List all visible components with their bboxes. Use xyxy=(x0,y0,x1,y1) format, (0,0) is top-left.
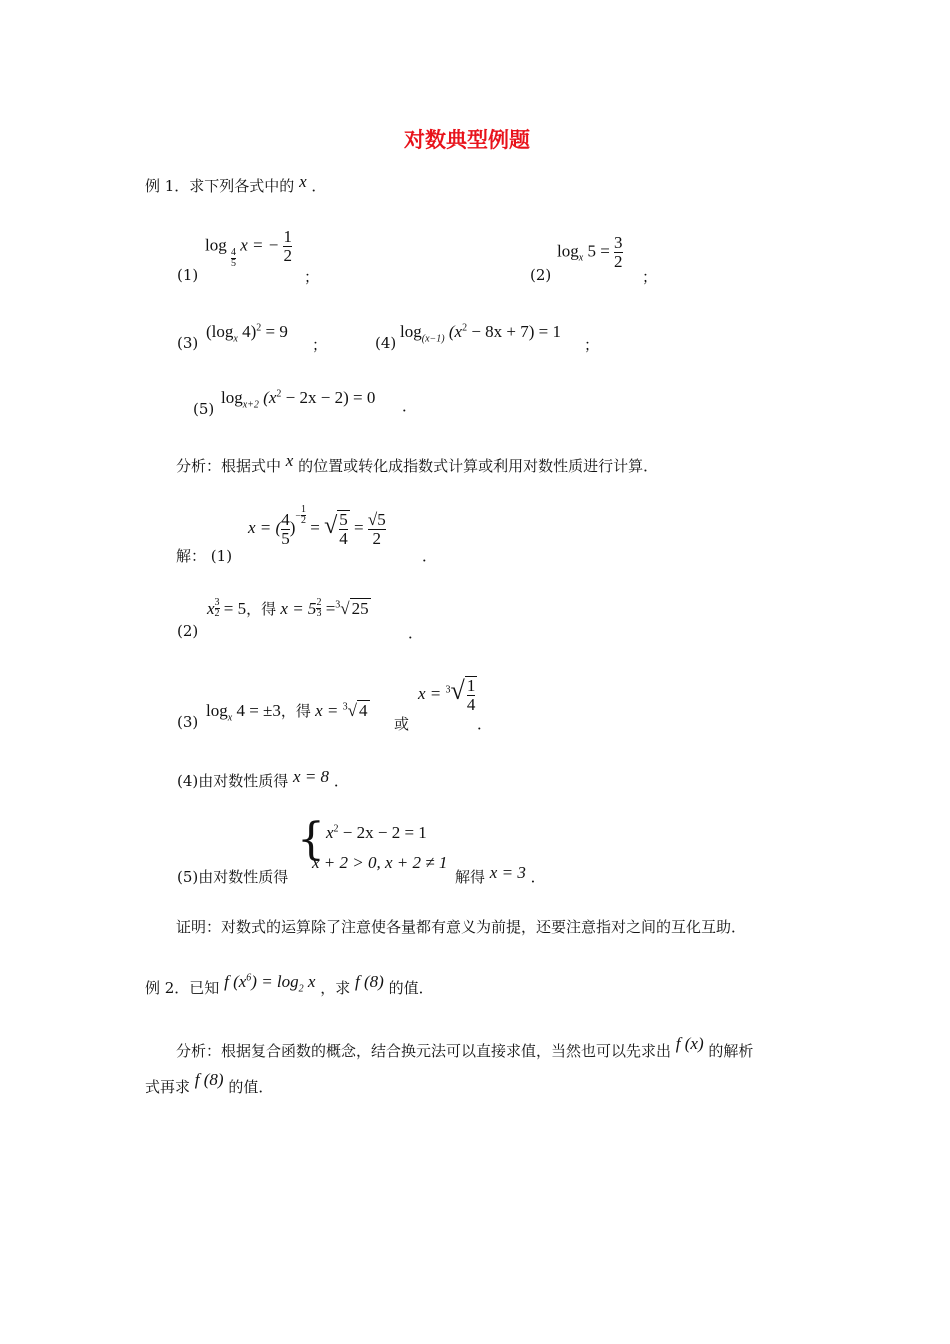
s3-rad: 4 xyxy=(359,701,368,720)
s1-exp xyxy=(301,505,306,526)
analysis-2-line2-post: 的值． xyxy=(228,1078,274,1096)
s1-exp-den: 2 xyxy=(301,515,306,526)
s2-fn: 2 xyxy=(316,597,322,608)
analysis-2-f8: f (8) xyxy=(194,1070,224,1089)
exponent: 2 xyxy=(276,388,282,400)
s1-eq: = xyxy=(310,518,320,537)
variable-x: x xyxy=(299,172,307,191)
left-brace-icon: { xyxy=(297,814,325,865)
solution-4 xyxy=(177,767,349,791)
s3-c: x = xyxy=(418,684,442,703)
analysis-1-pre: 分析：根据式中 xyxy=(176,457,282,475)
s1-eq2: = xyxy=(354,518,364,537)
rhs-den: 2 xyxy=(283,245,292,265)
solution-5-tail xyxy=(455,863,546,887)
page-title: 对数典型例题 xyxy=(404,128,530,152)
s1-result xyxy=(368,511,386,548)
s1-qn: √5 xyxy=(367,509,386,529)
log-base: x xyxy=(233,333,238,345)
example-1-dot: ． xyxy=(311,177,327,195)
s2-eq: = 5 xyxy=(223,599,247,618)
log-base: x+2 xyxy=(242,399,259,411)
analysis-2-fx: f (x) xyxy=(675,1034,704,1053)
s2-x: x xyxy=(207,599,215,618)
s2-en: 3 xyxy=(214,597,220,608)
solution-label xyxy=(176,545,232,566)
variable-x: x xyxy=(285,451,294,470)
problem-4-label: (4) xyxy=(375,334,397,352)
analysis-2-line-2 xyxy=(145,1070,274,1097)
p4-a: (x xyxy=(448,322,463,341)
s3-root xyxy=(465,676,478,714)
s3-a: 4 = ±3 xyxy=(236,701,281,720)
s2-frac xyxy=(316,598,321,619)
problem-1-label: (1) xyxy=(177,266,199,284)
log-text: log xyxy=(400,322,422,341)
solution-3-end: ． xyxy=(477,715,493,733)
solution-1-end: ． xyxy=(422,547,438,565)
exponent: 2 xyxy=(333,823,339,835)
proof-note: 证明：对数式的运算除了注意使各量都有意义为前提，还要注意指对之间的互化互助． xyxy=(176,918,747,936)
solution-2-label: (2) xyxy=(177,622,199,640)
s4-text: (4)由对数性质得 xyxy=(177,772,289,790)
p5-b: − 2x − 2) = 0 xyxy=(285,388,376,407)
sqrt-icon: √ xyxy=(340,599,350,618)
p5-a: (x xyxy=(263,388,277,407)
problem-3-end: ； xyxy=(312,336,328,354)
example-1-text: 例 1．求下列各式中的 xyxy=(145,177,295,195)
problem-3-label: (3) xyxy=(177,334,199,352)
s3-fn: 1 xyxy=(466,676,476,696)
s5-solve: 解得 xyxy=(455,868,486,886)
s5-l1-b: − 2x − 2 = 1 xyxy=(342,823,427,842)
s3-idx2: 3 xyxy=(445,684,451,696)
s2-idx: 3 xyxy=(335,599,341,611)
s1-rd: 4 xyxy=(339,529,348,549)
base-fraction xyxy=(231,248,236,269)
rhs-den: 2 xyxy=(614,251,623,271)
s1-rn: 5 xyxy=(339,510,348,530)
s3-fd: 4 xyxy=(466,695,476,715)
rhs-fraction xyxy=(283,228,292,265)
problem-4-equation xyxy=(400,322,561,344)
s3-idx: 3 xyxy=(342,701,348,713)
solution-1-equation xyxy=(248,505,386,548)
analysis-2-post: 的解析 xyxy=(708,1042,754,1060)
ex2-target: f (8) xyxy=(355,972,384,991)
s2-eq2: = xyxy=(325,599,336,618)
s1-root xyxy=(337,510,350,548)
p4-b: − 8x + 7) = 1 xyxy=(471,322,561,341)
problem-5-label: (5) xyxy=(193,400,215,418)
example-1-intro xyxy=(145,172,327,196)
solution-3-eq-a xyxy=(206,700,370,723)
rhs-fraction xyxy=(614,234,623,271)
p3-c: = 9 xyxy=(265,322,288,341)
solution-5-text: (5)由对数性质得 xyxy=(177,868,289,886)
problem-5-equation xyxy=(221,388,375,410)
f1-b: ) = log xyxy=(251,972,299,991)
s5-end: ． xyxy=(530,868,546,886)
s2-exp xyxy=(215,598,220,619)
log-base: x xyxy=(227,712,233,724)
analysis-2-line2-pre: 式再求 xyxy=(145,1078,191,1096)
problem-2-label: (2) xyxy=(530,266,552,284)
log-text: log xyxy=(557,241,579,261)
analysis-1-post: 的位置或转化成指数式计算或利用对数性质进行计算． xyxy=(298,457,659,475)
log-base: x xyxy=(578,252,584,264)
s1-qd: 2 xyxy=(368,529,386,548)
problem-5-end: ． xyxy=(402,397,418,415)
problem-3-equation xyxy=(206,322,288,344)
s2-rad: 25 xyxy=(351,599,369,618)
f1-a: f (x xyxy=(224,972,247,991)
s4-end: ． xyxy=(333,772,349,790)
lhs-x: x = − xyxy=(240,235,280,255)
s1-frac xyxy=(281,511,290,548)
solution-2-end: ． xyxy=(408,624,424,642)
p3-a: (log xyxy=(206,322,234,341)
solution-1-label: (1) xyxy=(210,547,233,565)
s1-exp-num: 1 xyxy=(301,504,306,515)
s2-b: x = 5 xyxy=(280,599,317,618)
p3-b: 4) xyxy=(242,322,257,341)
s3-de: ，得 xyxy=(280,704,311,720)
s1-fn: 4 xyxy=(281,509,290,529)
example-2-mid: ，求 xyxy=(320,979,351,997)
analysis-2-line-1 xyxy=(176,1034,754,1061)
analysis-1 xyxy=(176,451,659,476)
problem-1-equation xyxy=(205,228,292,269)
system-line-2: x + 2 > 0, x + 2 ≠ 1 xyxy=(312,853,448,872)
log-base: (x−1) xyxy=(421,333,445,345)
solution-text: 解： xyxy=(176,547,207,565)
s5-l1-a: x xyxy=(326,823,334,842)
s2-de: ，得 xyxy=(246,602,277,618)
example-2-text: 例 2．已知 xyxy=(145,979,220,997)
ex2-given xyxy=(224,972,316,995)
f1-c: x xyxy=(307,972,316,991)
solution-2-equation xyxy=(207,598,371,619)
log-text: log xyxy=(205,235,227,255)
log-text: log xyxy=(206,701,228,720)
base-den: 5 xyxy=(230,258,236,270)
problem-1-end: ； xyxy=(304,268,320,286)
solution-3-eq-b xyxy=(418,676,477,714)
s5-math: x = 3 xyxy=(489,863,526,882)
s1-exp-sign: − xyxy=(295,511,301,522)
s1-a: x = ( xyxy=(248,518,282,537)
s1-b: ) xyxy=(289,518,296,537)
solution-3-or: 或 xyxy=(394,715,410,733)
solution-3-label: (3) xyxy=(177,713,199,731)
problem-2-equation xyxy=(557,234,623,271)
exponent: 2 xyxy=(462,322,468,334)
s1-qn-val: 5 xyxy=(377,509,386,529)
s4-math: x = 8 xyxy=(293,767,330,786)
problem-2-end: ； xyxy=(642,268,658,286)
base-num: 4 xyxy=(230,247,236,259)
example-2 xyxy=(145,972,434,1000)
rhs-num: 1 xyxy=(283,227,292,246)
s2-fd: 3 xyxy=(316,608,322,619)
example-2-post: 的值． xyxy=(388,979,434,997)
s1-fd: 5 xyxy=(281,528,290,548)
problem-4-end: ； xyxy=(584,336,600,354)
sqrt-icon: √ xyxy=(347,701,357,720)
s2-ed: 2 xyxy=(214,608,220,619)
sqrt-icon: √ xyxy=(324,513,338,539)
analysis-2-pre: 分析：根据复合函数的概念，结合换元法可以直接求值，当然也可以先求出 xyxy=(176,1042,672,1060)
system-line-1 xyxy=(326,823,427,843)
exponent: 2 xyxy=(256,322,262,334)
rhs-num: 3 xyxy=(614,233,623,252)
p2-mid: 5 = xyxy=(587,241,610,261)
log-base: 2 xyxy=(298,983,304,995)
exponent: 6 xyxy=(246,972,252,984)
s3-b: x = xyxy=(315,701,339,720)
sqrt-icon: √ xyxy=(450,676,465,705)
log-text: log xyxy=(221,388,243,407)
